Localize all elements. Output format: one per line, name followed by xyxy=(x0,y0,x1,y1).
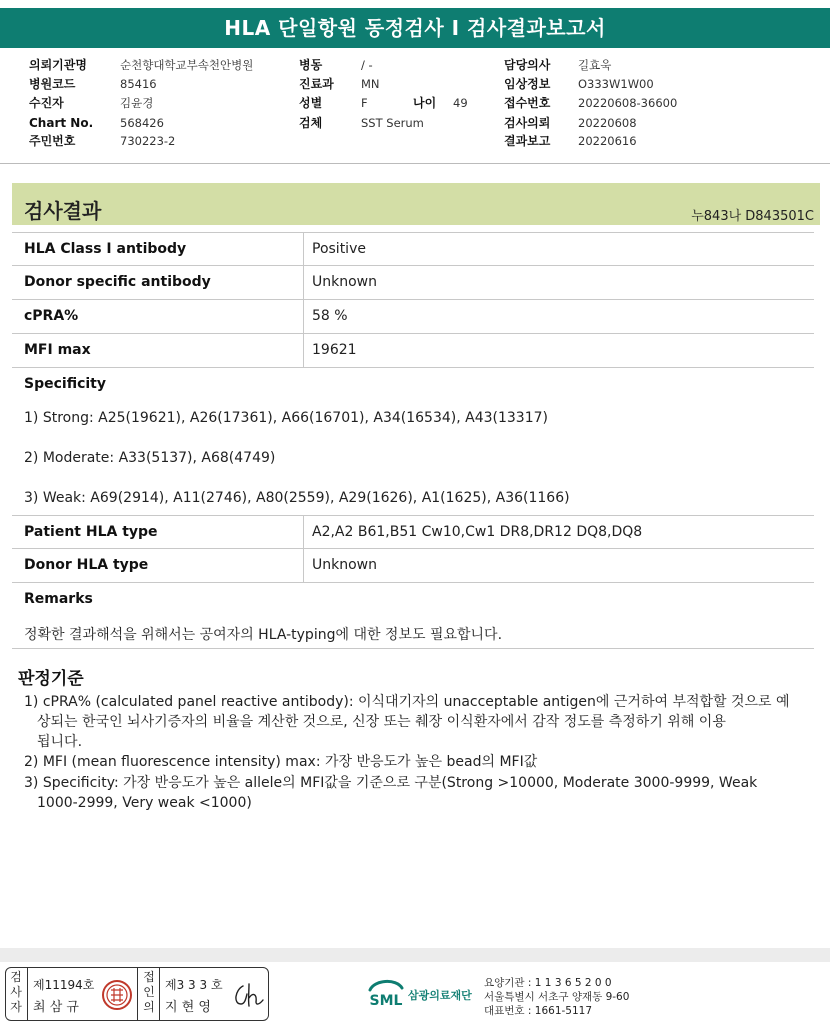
remarks-divider xyxy=(12,648,814,649)
result-row-mfi xyxy=(12,334,814,368)
patient-value: 김윤경 xyxy=(120,96,154,110)
criteria-cpra-line1: 1) cPRA% (calculated panel reactive antibody): 이식대기자의 unacceptable antigen에 근거하여 부적합할 것으로 예 xyxy=(24,694,790,710)
criteria-specificity-line2: 1000-2999, Very weak <1000) xyxy=(37,795,252,811)
inspector-license: 제11194호 xyxy=(33,978,95,992)
specificity-weak: 3) Weak: A69(2914), A11(2746), A80(2559), A29(1626), A1(1625), A36(1166) xyxy=(24,490,570,506)
inspector-vertical-label xyxy=(9,970,23,1015)
row-divider xyxy=(303,334,304,367)
resident-value: 730223-2 xyxy=(120,134,176,148)
info-divider xyxy=(0,163,830,164)
logo-text: SML xyxy=(369,993,403,1009)
result-row-class1 xyxy=(12,232,814,266)
remarks-label: Remarks xyxy=(24,591,93,607)
hospital-code-label: 병원코드 xyxy=(29,77,76,91)
info-row-3 xyxy=(0,94,830,112)
row-divider xyxy=(303,516,304,548)
sex-value: F xyxy=(361,96,368,110)
vlabel-char: 사 xyxy=(10,985,22,999)
result-value: Unknown xyxy=(312,274,377,290)
lab-address: 서울특별시 서초구 양재동 9-60 xyxy=(484,991,630,1003)
vlabel-char: 인 xyxy=(143,985,155,999)
approver-license: 제3 3 3 호 xyxy=(165,978,223,992)
row-divider xyxy=(303,266,304,299)
approver-vertical-label xyxy=(142,970,156,1015)
chart-label: Chart No. xyxy=(29,116,94,130)
clinical-value: O333W1W00 xyxy=(578,77,654,91)
criteria-title: 판정기준 xyxy=(18,669,84,689)
approver-name: 지 현 영 xyxy=(165,1000,211,1015)
box-divider xyxy=(137,968,138,1020)
dept-label: 진료과 xyxy=(299,77,334,91)
sex-label: 성별 xyxy=(299,96,323,110)
info-row-1 xyxy=(0,56,830,74)
box-divider xyxy=(27,968,28,1020)
hospital-code-value: 85416 xyxy=(120,77,157,91)
vlabel-char: 자 xyxy=(10,1000,22,1014)
sml-logo-icon xyxy=(366,976,406,1012)
signature-box xyxy=(5,967,269,1021)
specificity-strong: 1) Strong: A25(19621), A26(17361), A66(16701), A34(16534), A43(13317) xyxy=(24,410,548,426)
doctor-value: 길효욱 xyxy=(578,58,612,72)
result-row-donor-hla xyxy=(12,549,814,583)
official-seal-icon xyxy=(101,979,133,1011)
criteria-cpra-line2: 상되는 한국인 뇌사기증자의 비율을 계산한 것으로, 신장 또는 췌장 이식환자에서 감작 정도를 측정하기 위해 이용 xyxy=(37,714,726,730)
result-key: MFI max xyxy=(24,342,91,358)
result-key: Donor specific antibody xyxy=(24,274,211,290)
result-value: Positive xyxy=(312,241,366,257)
criteria-mfi: 2) MFI (mean fluorescence intensity) max: 가장 반응도가 높은 bead의 MFI값 xyxy=(24,754,538,770)
chart-value: 568426 xyxy=(120,116,164,130)
vlabel-char: 의 xyxy=(143,1000,155,1014)
lab-phone: 대표번호 : 1661-5117 xyxy=(484,1005,593,1017)
vlabel-char: 검 xyxy=(10,970,22,984)
doctor-label: 담당의사 xyxy=(504,58,551,72)
specimen-value: SST Serum xyxy=(361,116,424,130)
clinical-label: 임상정보 xyxy=(504,77,551,91)
results-header xyxy=(12,183,820,225)
criteria-specificity-line1: 3) Specificity: 가장 반응도가 높은 allele의 MFI값을 기준으로 구분(Strong >10000, Moderate 3000-9999, Weak xyxy=(24,775,758,791)
result-value: Unknown xyxy=(312,557,377,573)
info-row-4 xyxy=(0,114,830,132)
result-row-cpra xyxy=(12,300,814,334)
result-key: cPRA% xyxy=(24,308,79,324)
result-row-dsa xyxy=(12,266,814,300)
result-row-patient-hla xyxy=(12,515,814,549)
row-divider xyxy=(303,549,304,582)
patient-label: 수진자 xyxy=(29,96,64,110)
footer-divider-bar xyxy=(0,948,830,962)
result-key: Donor HLA type xyxy=(24,557,149,573)
results-title: 검사결과 xyxy=(24,199,102,223)
result-key: HLA Class I antibody xyxy=(24,241,187,257)
institution-label: 의뢰기관명 xyxy=(29,58,87,72)
specificity-label: Specificity xyxy=(24,376,106,392)
box-divider xyxy=(159,968,160,1020)
info-row-5 xyxy=(0,132,830,150)
inspector-name: 최 삼 규 xyxy=(33,1000,79,1015)
criteria-cpra-line3: 됩니다. xyxy=(37,734,83,750)
result-value: A2,A2 B61,B51 Cw10,Cw1 DR8,DR12 DQ8,DQ8 xyxy=(312,524,643,540)
patient-info xyxy=(0,56,830,160)
result-value: 58 % xyxy=(312,308,348,324)
ward-label: 병동 xyxy=(299,58,323,72)
specimen-label: 검체 xyxy=(299,116,323,130)
row-divider xyxy=(303,300,304,333)
dept-value: MN xyxy=(361,77,380,91)
report-title: HLA 단일항원 동정검사 I 검사결과보고서 xyxy=(0,8,830,48)
row-divider xyxy=(303,233,304,265)
ward-value: / - xyxy=(361,58,373,72)
receipt-label: 접수번호 xyxy=(504,96,551,110)
care-institution-no: 요양기관 : 1 1 3 6 5 2 0 0 xyxy=(484,977,612,989)
test-code: 누843나 D843501C xyxy=(691,209,814,224)
lab-name: 삼광의료재단 xyxy=(408,989,472,1002)
handwritten-signature-icon xyxy=(229,978,269,1012)
age-label: 나이 xyxy=(413,96,437,110)
request-value: 20220608 xyxy=(578,116,637,130)
vlabel-char: 접 xyxy=(143,970,155,984)
remarks-text: 정확한 결과해석을 위해서는 공여자의 HLA-typing에 대한 정보도 필요합니다. xyxy=(24,627,503,643)
specificity-moderate: 2) Moderate: A33(5137), A68(4749) xyxy=(24,450,276,466)
report-value: 20220616 xyxy=(578,134,637,148)
institution-value: 순천향대학교부속천안병원 xyxy=(120,58,254,72)
info-row-2 xyxy=(0,75,830,93)
result-value: 19621 xyxy=(312,342,357,358)
resident-label: 주민번호 xyxy=(29,134,76,148)
report-label: 결과보고 xyxy=(504,134,551,148)
age-value: 49 xyxy=(453,96,468,110)
request-label: 검사의뢰 xyxy=(504,116,551,130)
receipt-value: 20220608-36600 xyxy=(578,96,678,110)
result-key: Patient HLA type xyxy=(24,524,158,540)
